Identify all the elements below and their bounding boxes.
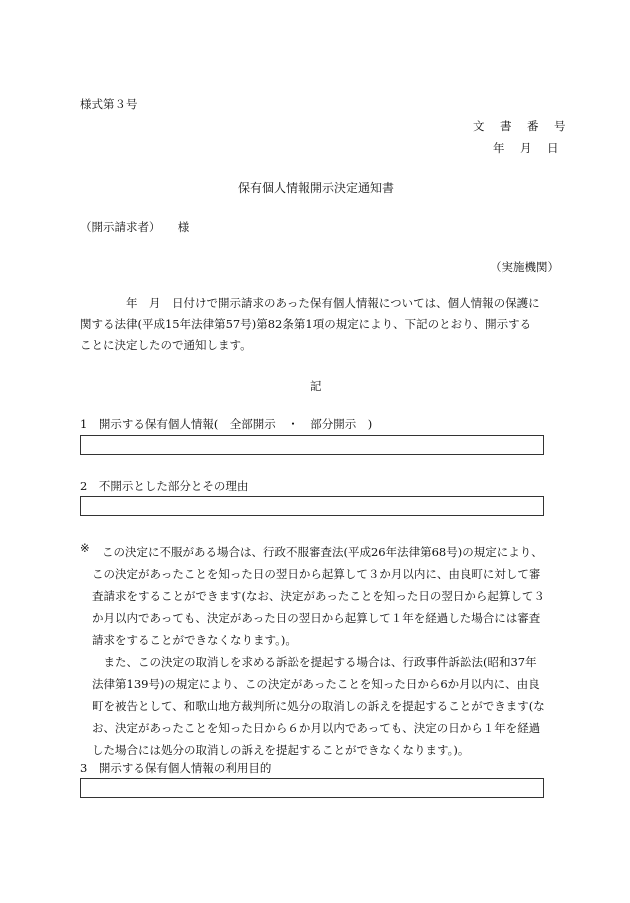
note-line: か月以内であっても、決定があった日の翌日から起算して１年を経過した場合には審査 — [92, 611, 541, 625]
note-mark: ※ — [80, 541, 90, 555]
ki-heading: 記 — [310, 379, 322, 393]
section2-field[interactable] — [80, 496, 544, 516]
date-label: 年 月 日 — [493, 141, 561, 155]
section1-field[interactable] — [80, 435, 544, 455]
note-line: お、決定があったことを知った日から６か月以内であっても、決定の日から１年を経過 — [92, 721, 541, 735]
page-title: 保有個人情報開示決定通知書 — [238, 181, 395, 195]
agency-label: （実施機関） — [490, 260, 559, 274]
note-line: 査請求をすることができます(なお、決定があったことを知った日の翌日から起算して３ — [92, 589, 545, 603]
intro-line: 年 月 日付けで開示請求のあった保有個人情報については、個人情報の保護に — [80, 296, 540, 310]
note-line: また、この決定の取消しを求める訴訟を提起する場合は、行政事件訴訟法(昭和37年 — [92, 655, 537, 669]
section1-label: 1 開示する保有個人情報( 全部開示 ・ 部分開示 ) — [80, 417, 373, 431]
note-line: この決定に不服がある場合は、行政不服審査法(平成26年法律第68号)の規定により、 — [102, 545, 543, 559]
section2-label: 2 不開示とした部分とその理由 — [80, 479, 249, 493]
intro-line: ことに決定したので通知します。 — [80, 338, 252, 352]
form-number: 様式第３号 — [80, 97, 138, 111]
note-line: した場合には処分の取消しの訴えを提起することができなくなります。)。 — [92, 743, 470, 757]
note-line: 請求をすることができなくなります。)。 — [92, 633, 297, 647]
document-number-label: 文 書 番 号 — [473, 119, 568, 133]
section3-field[interactable] — [80, 778, 544, 798]
note-line: この決定があったことを知った日の翌日から起算して３か月以内に、由良町に対して審 — [92, 567, 541, 581]
section3-label: 3 開示する保有個人情報の利用目的 — [80, 761, 272, 775]
note-line: 法律第139号)の規定により、この決定があったことを知った日から6か月以内に、由良 — [92, 677, 540, 691]
appeal-note — [92, 541, 552, 761]
note-line: 町を被告として、和歌山地方裁判所に処分の取消しの訴えを提起することができます(な — [92, 699, 545, 713]
intro-line: 関する法律(平成15年法律第57号)第82条第1項の規定により、下記のとおり、開示する — [80, 317, 532, 331]
intro-paragraph — [80, 293, 550, 356]
requester-line: （開示請求者） 様 — [80, 220, 190, 234]
